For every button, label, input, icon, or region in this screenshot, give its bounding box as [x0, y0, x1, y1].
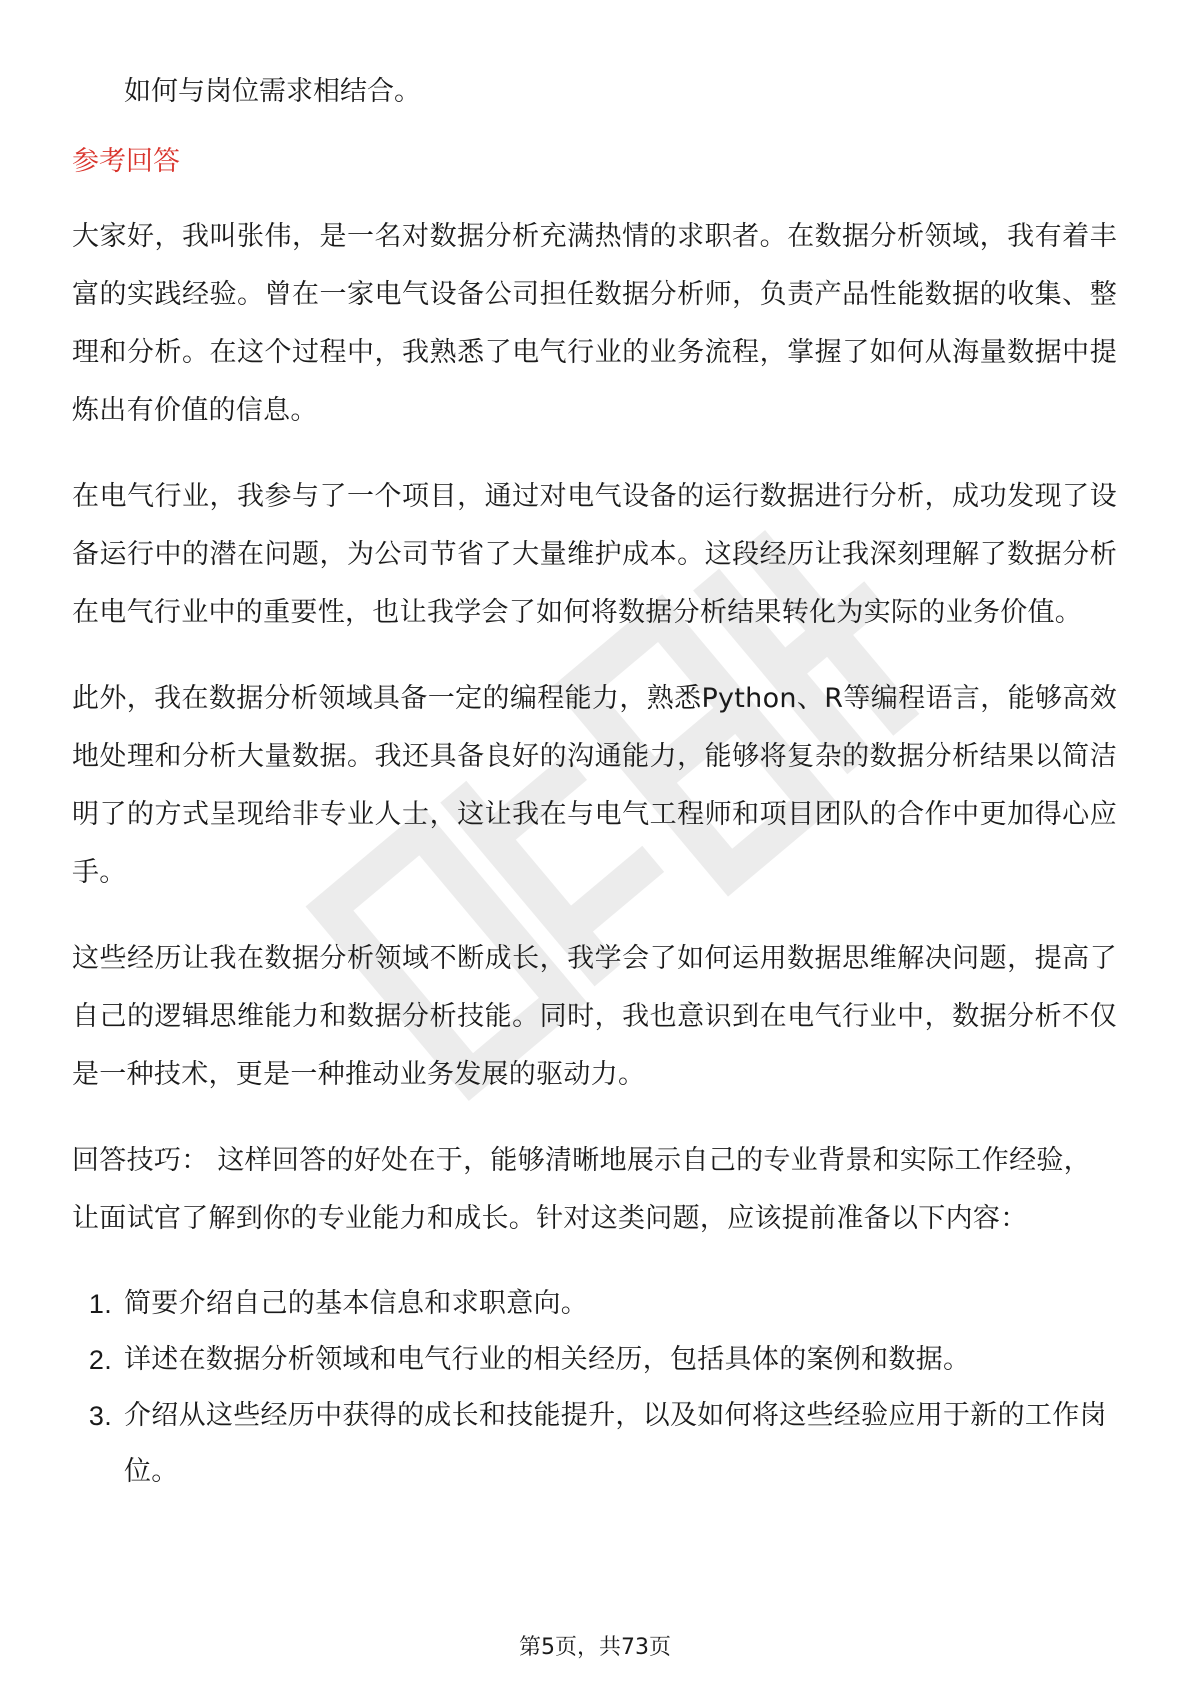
answer-tips: 回答技巧： 这样回答的好处在于，能够清晰地展示自己的专业背景和实际工作经验，让面试官了解到你的专业能力和成长。针对这类问题，应该提前准备以下内容： [72, 1145, 1091, 1234]
list-item-number: 3. [88, 1401, 112, 1431]
list-item [72, 1276, 1117, 1332]
page-content [72, 64, 1117, 1500]
answer-paragraph-2: 在电气行业，我参与了一个项目，通过对电气设备的运行数据进行分析，成功发现了设备运行中的潜在问题，为公司节省了大量维护成本。这段经历让我深刻理解了数据分析在电气行业中的重要性，也让我学会了如何将数据分析结果转化为实际的业务价值。 [72, 481, 1117, 628]
list-item-number: 2. [88, 1345, 112, 1375]
answer-paragraph-3: 此外，我在数据分析领域具备一定的编程能力，熟悉Python、R等编程语言，能够高效地处理和分析大量数据。我还具备良好的沟通能力，能够将复杂的数据分析结果以简洁明了的方式呈现给非专业人士，这让我在与电气工程师和项目团队的合作中更加得心应手。 [72, 683, 1117, 888]
list-item [72, 1332, 1117, 1388]
intro-line: 如何与岗位需求相结合。 [124, 76, 421, 107]
answer-paragraph-4: 这些经历让我在数据分析领域不断成长，我学会了如何运用数据思维解决问题，提高了自己的逻辑思维能力和数据分析技能。同时，我也意识到在电气行业中，数据分析不仅是一种技术，更是一种推动业务发展的驱动力。 [72, 943, 1117, 1090]
list-item-text: 简要介绍自己的基本信息和求职意向。 [124, 1288, 589, 1319]
list-item-text: 介绍从这些经历中获得的成长和技能提升，以及如何将这些经验应用于新的工作岗位。 [124, 1400, 1107, 1487]
list-item-number: 1. [88, 1289, 112, 1319]
answer-paragraph-1: 大家好，我叫张伟，是一名对数据分析充满热情的求职者。在数据分析领域，我有着丰富的实践经验。曾在一家电气设备公司担任数据分析师，负责产品性能数据的收集、整理和分析。在这个过程中，我熟悉了电气行业的业务流程，掌握了如何从海量数据中提炼出有价值的信息。 [72, 221, 1117, 426]
page-footer: 第5页，共73页 [519, 1635, 671, 1660]
section-title: 参考回答 [72, 146, 180, 177]
list-item [72, 1388, 1117, 1500]
list-item-text: 详述在数据分析领域和电气行业的相关经历，包括具体的案例和数据。 [124, 1344, 971, 1375]
tips-list [72, 1276, 1117, 1500]
